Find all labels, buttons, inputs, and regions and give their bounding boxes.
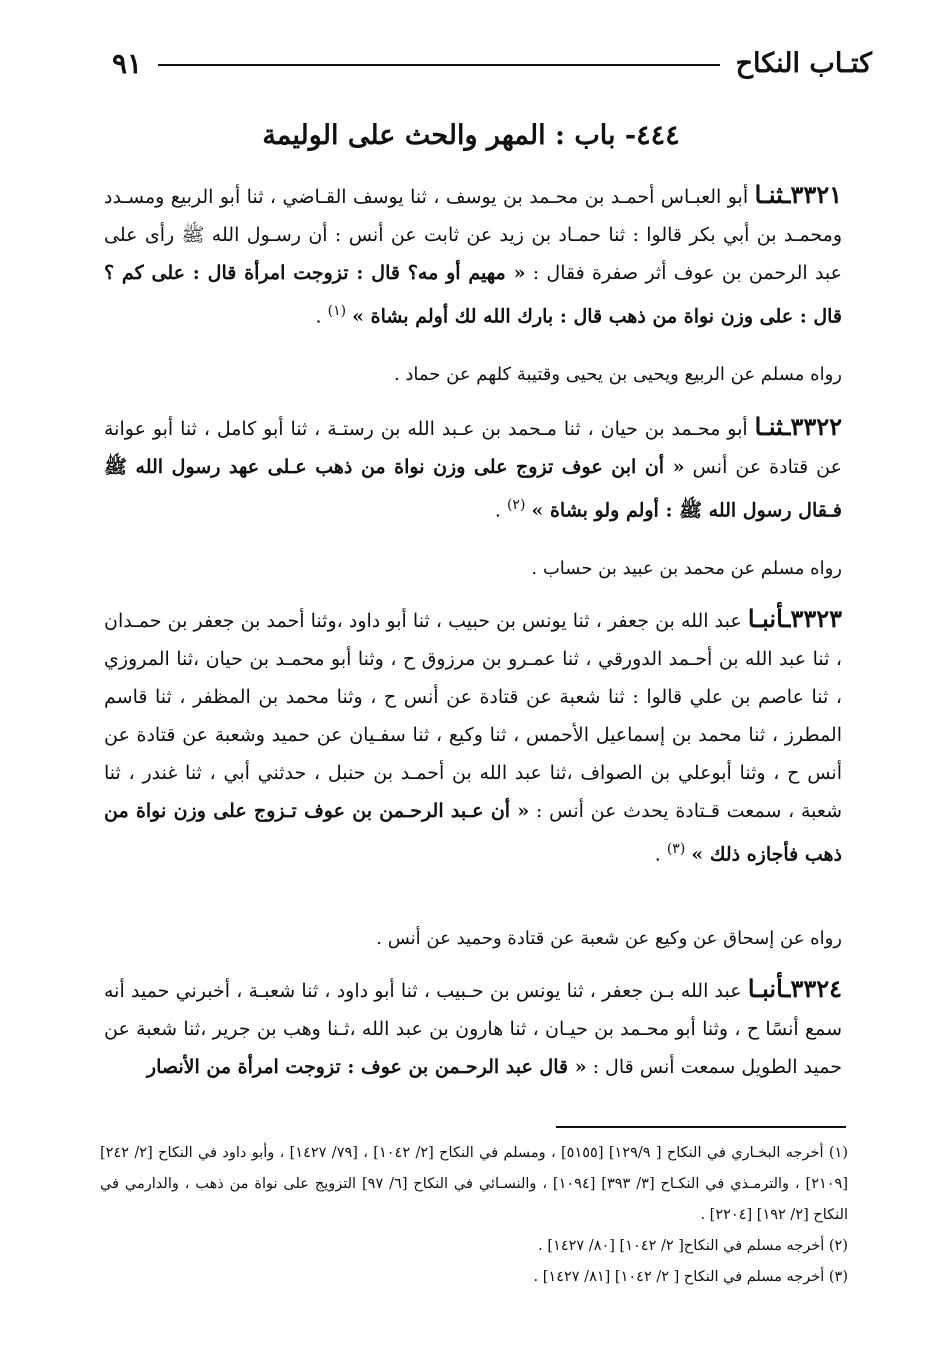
footnote-1: (١) أخرجه البخـاري في النكاح [ ١٢٩/٩] [٥١٥٥] ، ومسلم في النكاح [٢/ ١٠٤٢] ، [٧٩/ ١٤٢٧] ، وأبو داود في النكاح [٢/ ٢٤٢] [٢١٠٩] ، والترمـذي في النكـاح [٣/ ٣٩٣] [١٠٩٤] ، والنسـائي في النكاح [٦/ ٩٧] التزويج على نواة من ذهب ، والدارمي في النكاح [٢/ ١٩٢] [٢٢٠٤] .: [100, 1145, 849, 1223]
footnote-reference: (٢): [506, 497, 526, 513]
footnotes: [100, 1138, 848, 1293]
narration-2: رواه مسلم عن محمد بن عبيد بن حساب .: [531, 558, 842, 579]
footnote-3: (٣) أخرجه مسلم في النكاح [ ٢/ ١٠٤٢] [٨١/ ١٤٢٧] .: [533, 1269, 848, 1285]
footnote-separator: [556, 1126, 846, 1128]
hadith-end: .: [494, 499, 507, 522]
page-number: ٩١: [112, 46, 143, 80]
hadith-end: .: [315, 305, 328, 328]
footnote-reference: (٣): [666, 841, 686, 857]
running-header: [112, 38, 872, 88]
hadith-transmission-word: ـأنبـا: [747, 604, 791, 633]
book-title: كتـاب النكاح: [735, 47, 872, 79]
hadith-number: ٣٣٢١: [790, 180, 842, 209]
hadith-3322: [104, 408, 842, 529]
hadith-3324: [104, 970, 842, 1086]
hadith-number: ٣٣٢٤: [790, 974, 842, 1003]
hadith-transmission-word: ـأنبـا: [747, 974, 791, 1003]
hadith-matn: « أن ابن عوف تزوج على وزن نواة من ذهب عـلى عهد رسول الله ﷺ فـقال رسول الله ﷺ : أولم ولو بشاة »: [104, 456, 842, 522]
hadith-matn: « قال عبد الرحـمن بن عوف : تزوجت امرأة من الأنصار: [146, 1056, 587, 1078]
hadith-chain: عبد الله بن جعفر ، ثنا يونس بن حبيب ، ثنا أبو داود ،وثنا أحمد بن جعفر بن حمـدان ، ثنا عبد الله بن أحـمد الدورقي ، ثنا عمـرو بن مرزوق ح ، وثنا أبو محمـد بن حيان ،ثنا المروزي ، ثنا عاصم بن علي قالوا : ثنا شعبة عن قتادة عن أنس ح ، وثنا محمد بن المظفر ، ثنا قاسم المطرز ، ثنا محمد بن إسماعيل الأحمس ، ثنا وكيع ، ثنا سفـيان عن حميد وشعبة عن قتادة عن أنس ح ، وثنا أبوعلي بن الصواف ،ثنا عبد الله بن أحمـد بن حنبل ، حدثني أبي ، ثنا غندر ، ثنا شعبة ، سمعت قـتادة يحدث عن أنس :: [104, 610, 842, 822]
footnote-2: (٢) أخرجه مسلم في النكاح[ ٢/ ١٠٤٢] [٨٠/ ١٤٢٧] .: [538, 1238, 848, 1254]
footnote-reference: (١): [327, 303, 347, 319]
hadith-number: ٣٣٢٢: [790, 412, 842, 441]
hadith-chain: عبد الله بـن جعفر ، ثنا يونس بن حـبيب ، ثنا أبو داود ، ثنا شعبـة ، أخبرني حميد أنه سمع أنسًا ح ، وثنا أبو محـمد بن حيـان ، ثنا هارون بن عبد الله ،ثـنا وهب بن جرير ،ثنا شعبة عن حميد الطويل سمعت أنس قال :: [104, 980, 842, 1078]
narration-1: رواه مسلم عن الربيع ويحيى بن يحيى وقتيبة كلهم عن حماد .: [393, 364, 842, 385]
hadith-chain: أبو محـمد بن حيان ، ثنا مـحمد بن عـبد الله بن رستـة ، ثنا أبو كامل ، ثنا أبو عوانة عن قتادة عن أنس: [104, 418, 842, 478]
hadith-chain: أبو العبـاس أحمـد بن محـمد بن يوسف ، ثنا يوسف القـاضي ، ثنا أبو الربيع ومسـدد ومحمـد بن أبي بكر قالوا : ثنا حمـاد بن زيد عن ثابت عن أنس : أن رسـول الله ﷺ رأى على عبد الرحمن بن عوف أثر صفرة فقال :: [104, 186, 842, 284]
hadith-3321: [104, 176, 842, 335]
hadith-number: ٣٣٢٣: [790, 604, 842, 633]
chapter-title: ٤٤٤- باب : المهر والحث على الوليمة: [262, 120, 680, 151]
header-rule: [158, 64, 720, 66]
hadith-matn: « أن عـبد الرحـمن بن عوف تـزوج على وزن نواة من ذهب فأجازه ذلك »: [104, 800, 842, 866]
narration-3: رواه عن إسحاق عن وكيع عن شعبة عن قتادة وحميد عن أنس .: [376, 928, 842, 949]
hadith-matn: « مهيم أو مه؟ قال : تزوجت امرأة قال : على كم ؟ قال : على وزن نواة من ذهب قال : بارك الله لك أولم بشاة »: [104, 262, 842, 328]
hadith-end: .: [654, 843, 667, 866]
hadith-3323: [104, 600, 842, 873]
hadith-transmission-word: ـثنـا: [754, 180, 791, 209]
hadith-transmission-word: ـثنـا: [754, 412, 791, 441]
